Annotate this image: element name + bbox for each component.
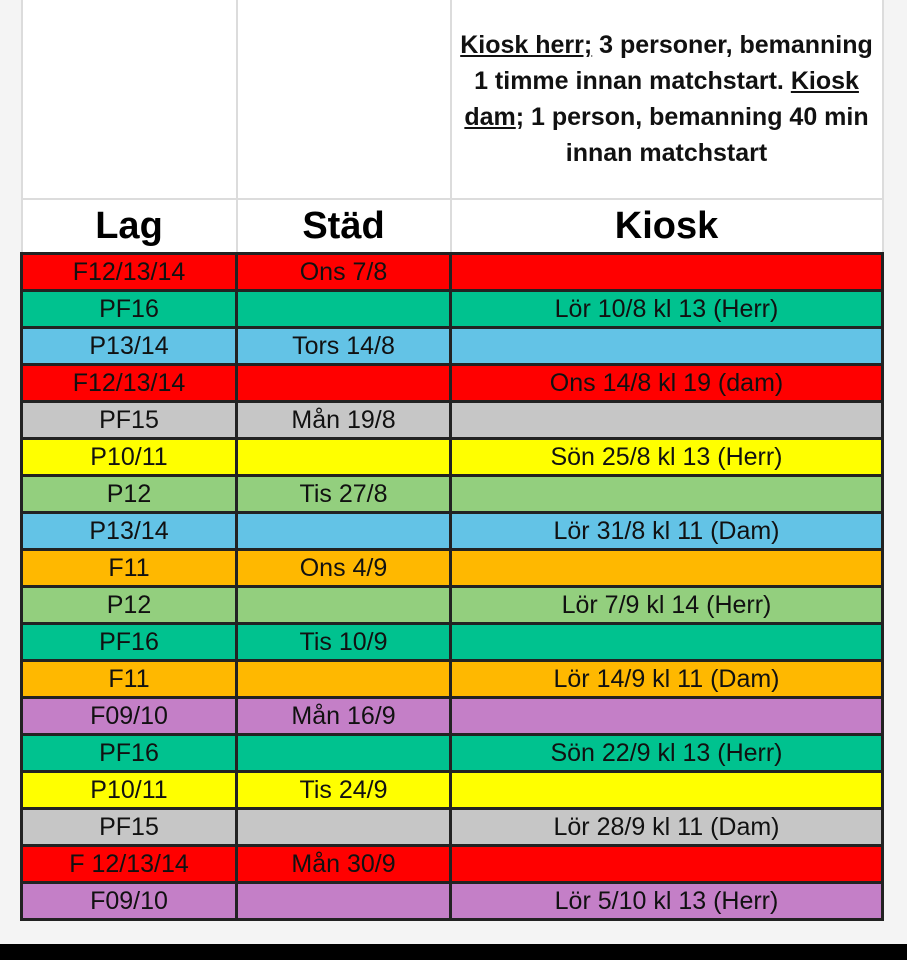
lag-cell: F12/13/14: [22, 254, 237, 291]
stad-cell: [237, 809, 451, 846]
column-header-lag: Lag: [22, 199, 237, 254]
stad-cell: Tis 27/8: [237, 476, 451, 513]
lag-cell: P13/14: [22, 513, 237, 550]
header-row: [22, 199, 883, 254]
empty-cell: [22, 0, 237, 199]
lag-cell: F09/10: [22, 698, 237, 735]
empty-cell: [237, 0, 451, 199]
lag-cell: F12/13/14: [22, 365, 237, 402]
stad-cell: [237, 291, 451, 328]
table-row: [22, 550, 883, 587]
table-row: [22, 809, 883, 846]
stad-cell: Tis 10/9: [237, 624, 451, 661]
lag-cell: PF16: [22, 291, 237, 328]
lag-cell: F 12/13/14: [22, 846, 237, 883]
kiosk-cell: [451, 772, 883, 809]
lag-cell: P10/11: [22, 439, 237, 476]
lag-cell: P12: [22, 587, 237, 624]
lag-cell: F11: [22, 661, 237, 698]
bottom-bar: [0, 944, 907, 960]
table-row: [22, 846, 883, 883]
table-row: [22, 439, 883, 476]
table-row: [22, 587, 883, 624]
note-row: [22, 0, 883, 199]
kiosk-herr-label: Kiosk herr;: [460, 31, 593, 59]
lag-cell: P12: [22, 476, 237, 513]
lag-cell: P13/14: [22, 328, 237, 365]
stad-cell: [237, 513, 451, 550]
kiosk-staffing-note: [452, 27, 882, 171]
kiosk-cell: [451, 476, 883, 513]
stad-cell: Ons 7/8: [237, 254, 451, 291]
kiosk-cell: [451, 328, 883, 365]
table-row: [22, 624, 883, 661]
kiosk-herr-text: 3 personer, bemanning 1 timme innan matchstart.: [474, 31, 873, 95]
table-row: [22, 254, 883, 291]
kiosk-cell: [451, 402, 883, 439]
table-row: [22, 365, 883, 402]
kiosk-cell: [451, 254, 883, 291]
lag-cell: PF16: [22, 624, 237, 661]
column-header-kiosk: Kiosk: [451, 199, 883, 254]
lag-cell: F09/10: [22, 883, 237, 920]
kiosk-cell: Lör 5/10 kl 13 (Herr): [451, 883, 883, 920]
kiosk-dam-label: Kiosk dam: [464, 67, 859, 131]
stad-cell: Tis 24/9: [237, 772, 451, 809]
kiosk-cell: Lör 7/9 kl 14 (Herr): [451, 587, 883, 624]
kiosk-cell: [451, 698, 883, 735]
kiosk-cell: Sön 22/9 kl 13 (Herr): [451, 735, 883, 772]
table-row: [22, 476, 883, 513]
kiosk-cell: [451, 550, 883, 587]
kiosk-cell: Ons 14/8 kl 19 (dam): [451, 365, 883, 402]
stad-cell: [237, 439, 451, 476]
lag-cell: F11: [22, 550, 237, 587]
kiosk-note-cell: [451, 0, 883, 199]
kiosk-cell: Sön 25/8 kl 13 (Herr): [451, 439, 883, 476]
table-row: [22, 772, 883, 809]
stad-cell: Ons 4/9: [237, 550, 451, 587]
stad-cell: Mån 30/9: [237, 846, 451, 883]
lag-cell: PF16: [22, 735, 237, 772]
table-row: [22, 291, 883, 328]
lag-cell: PF15: [22, 809, 237, 846]
stad-cell: [237, 365, 451, 402]
stad-cell: Tors 14/8: [237, 328, 451, 365]
kiosk-cell: Lör 28/9 kl 11 (Dam): [451, 809, 883, 846]
kiosk-cell: Lör 31/8 kl 11 (Dam): [451, 513, 883, 550]
table-row: [22, 328, 883, 365]
table-row: [22, 661, 883, 698]
kiosk-dam-text: ; 1 person, bemanning 40 min innan matchstart: [515, 103, 869, 167]
stad-cell: [237, 883, 451, 920]
schedule-table: [20, 0, 884, 921]
stad-cell: [237, 661, 451, 698]
lag-cell: PF15: [22, 402, 237, 439]
stad-cell: [237, 587, 451, 624]
kiosk-cell: [451, 624, 883, 661]
column-header-stad: Städ: [237, 199, 451, 254]
table-row: [22, 513, 883, 550]
table-row: [22, 883, 883, 920]
kiosk-cell: Lör 14/9 kl 11 (Dam): [451, 661, 883, 698]
table-row: [22, 402, 883, 439]
table-row: [22, 698, 883, 735]
stad-cell: Mån 19/8: [237, 402, 451, 439]
stad-cell: [237, 735, 451, 772]
kiosk-cell: Lör 10/8 kl 13 (Herr): [451, 291, 883, 328]
lag-cell: P10/11: [22, 772, 237, 809]
table-row: [22, 735, 883, 772]
stad-cell: Mån 16/9: [237, 698, 451, 735]
kiosk-cell: [451, 846, 883, 883]
